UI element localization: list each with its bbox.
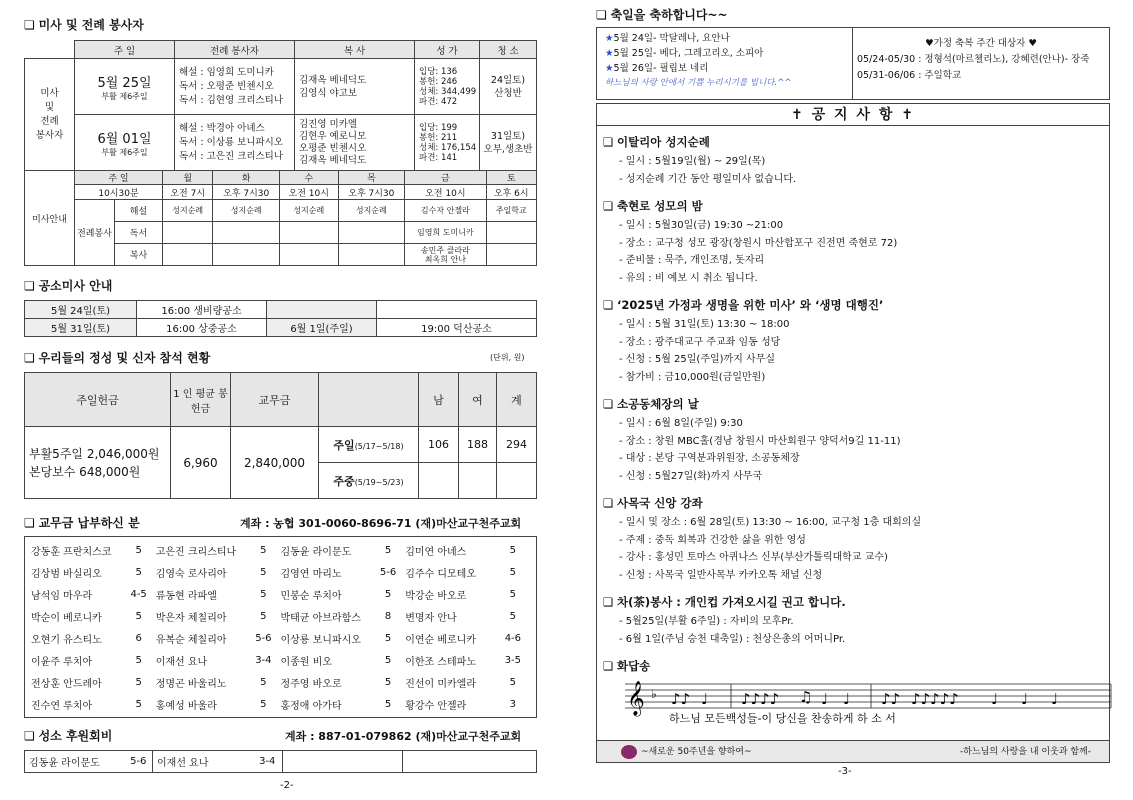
offer-unit: (단위, 원): [490, 353, 525, 362]
mass-table: [24, 40, 537, 266]
liturgy-cell: 해설 : 박경아 아녜스 독서 : 이상룡 보니파시오 독서 : 고은진 크리스티나: [175, 115, 295, 171]
svg-text:♭: ♭: [651, 687, 657, 701]
notice-line: - 일시 : 5월19일(월) ~ 29일(목): [619, 156, 766, 167]
tithe-months: 5: [509, 676, 517, 688]
svg-text:♫: ♫: [799, 688, 813, 706]
celebrate-title: ❏ 축일을 축하합니다~~: [596, 6, 728, 23]
tithe-months: 5-6: [255, 632, 272, 644]
tithe-name: 전상훈 안드레아: [31, 678, 102, 690]
notice-heading: ❏ 사목국 신앙 강좌: [603, 495, 1103, 511]
time-cell: 오후 6시: [486, 185, 536, 200]
notice-line: - 일시 : 6월 8일(주일) 9:30: [619, 418, 743, 429]
svg-text:♪♪♪♪♪: ♪♪♪♪♪: [911, 690, 959, 708]
song-section: [597, 658, 1109, 724]
tithe-name: 이연순 베로니카: [405, 634, 477, 646]
tithe-months: 3-5: [504, 654, 522, 666]
notice-line: - 신청 : 사목국 일반사목부 카카오톡 채널 신청: [619, 569, 823, 581]
tithe-name: 이재선 요나: [155, 656, 208, 668]
notice-footer: [597, 740, 1109, 762]
date-cell: 6월 01일 부활 제6주일: [75, 115, 175, 171]
blessing-motto: 하느님의 사랑 안에서 기쁨 누리시기를 빕니다.^^: [605, 78, 792, 88]
tithe-name: 유복순 체칠리아: [155, 634, 227, 646]
tithe-months: 4-5: [130, 588, 147, 600]
page-number-right: -3-: [838, 766, 852, 777]
tithe-months: 5: [135, 676, 142, 688]
tithe-months: 6: [135, 632, 142, 644]
offering-detail: 부활5주일 2,046,000원 본당보수 648,000원: [25, 427, 171, 499]
footer-right: -하느님의 사랑을 내 이웃과 함께-: [960, 747, 1091, 757]
public-place: 16:00 상중공소: [137, 319, 267, 337]
tithe-months: 3-4: [255, 654, 272, 666]
notice-box: [596, 103, 1110, 763]
notice-line: - 유의 : 비 예보 시 취소 됩니다.: [619, 272, 758, 284]
public-place: 16:00 생비량공소: [137, 301, 267, 319]
tithe-name: 김동윤 라이문도: [280, 546, 352, 558]
lit-label: 전례봉사: [75, 200, 115, 266]
clean-cell: 24일토) 산청반: [480, 59, 537, 115]
tithe-name: 이한조 스테파노: [405, 656, 477, 668]
time-cell: 10시30분: [75, 185, 163, 200]
h-average: 1 인 평균 봉헌금: [171, 373, 231, 427]
donor-name: 김동윤 라이문도: [25, 751, 125, 773]
notice-heading: ❏ 소공동체장의 날: [603, 396, 1103, 412]
svg-text:♪♪♪♪: ♪♪♪♪: [741, 690, 780, 708]
day-header: 토: [486, 171, 536, 185]
time-cell: 오전 10시: [280, 185, 339, 200]
public-date: 6월 1일(주일): [267, 319, 377, 337]
notice-line: - 장소 : 창원 MBC홀(경남 창원시 마산회원구 양덕서9길 11-11): [619, 435, 901, 447]
public-title: ❏ 공소미사 안내: [24, 277, 112, 294]
page-number-left: -2-: [280, 780, 294, 791]
notice-heading: ❏ 이탈리아 성지순례: [603, 134, 1103, 150]
total-count: 294: [497, 427, 537, 463]
tithe-name: 김상범 바실리오: [31, 568, 102, 580]
svg-text:♪♪: ♪♪: [671, 690, 691, 708]
tithe-months: 5: [384, 654, 392, 666]
notice-item: [603, 134, 1103, 188]
svg-text:♪♪: ♪♪: [881, 690, 901, 708]
svg-text:♩: ♩: [1021, 690, 1029, 708]
commentary-cell: 성지순례: [280, 200, 339, 222]
clean-cell: 31일토) 오부,생초반: [480, 115, 537, 171]
donor-table: [24, 750, 537, 773]
svg-text:♩: ♩: [1051, 690, 1059, 708]
commentary-cell: 주일학교: [486, 200, 536, 222]
tithe-name: 김영연 마리노: [280, 568, 342, 580]
weekday-label: 주중(5/19~5/23): [319, 463, 419, 499]
notice-line: - 장소 : 교구청 성모 광장(창원시 마산합포구 진전면 죽현로 72): [619, 237, 898, 249]
col-server: 복 사: [295, 41, 415, 59]
tithe-months: 5: [260, 676, 267, 688]
notice-item: [603, 495, 1103, 584]
feast-item: ★5월 25일- 베다, 그레고리오, 소피아: [605, 48, 764, 59]
liturgy-cell: 해설 : 임영희 도미니카 독서 : 오평준 빈첸시오 독서 : 김현영 크리스티나: [175, 59, 295, 115]
tithe-value: 2,840,000: [231, 427, 319, 499]
celebrate-box: [596, 27, 1110, 100]
day-header: 수: [280, 171, 339, 185]
svg-text:♩: ♩: [701, 690, 709, 708]
tithe-months: 5: [509, 610, 517, 622]
notice-line: - 장소 : 광주대교구 주교좌 임동 성당: [619, 336, 781, 348]
offer-table: [24, 372, 537, 499]
tithe-name: 이윤주 루치아: [31, 656, 93, 668]
tithe-name: 박태균 아브라함스: [280, 612, 361, 624]
time-cell: 오전 10시: [405, 185, 486, 200]
day-header: 월: [163, 171, 213, 185]
female-count: 188: [459, 427, 497, 463]
svg-text:♩: ♩: [843, 690, 851, 708]
tithe-name: 박순이 베로니카: [31, 612, 102, 624]
h-offering: 주일헌금: [25, 373, 171, 427]
commentary-cell: 성지순례: [338, 200, 405, 222]
reading-fri: 임영희 도미니카: [405, 222, 486, 244]
tithe-name: 박강순 바오로: [405, 590, 467, 602]
notice-line: - 준비물 : 묵주, 개인조명, 돗자리: [619, 255, 765, 266]
tithe-name: 이상룡 보니파시오: [280, 634, 361, 646]
col-liturgy: 전례 봉사자: [175, 41, 295, 59]
notice-heading: ❏ 축현로 성모의 밤: [603, 198, 1103, 214]
tithe-months: 5: [509, 588, 517, 600]
tithe-months: 5: [509, 566, 517, 578]
notice-item: [603, 297, 1103, 386]
notice-item: [603, 594, 1103, 648]
footer-left: ~새로운 50주년을 향하여~: [641, 747, 752, 757]
col-clean: 청 소: [480, 41, 537, 59]
notice-line: - 신청 : 5월27일(화)까지 사무국: [619, 470, 763, 482]
server-cell: 김진영 미카엘 김현우 예로니모 오평준 빈첸시오 김재옥 베네딕도: [295, 115, 415, 171]
h-total: 계: [497, 373, 537, 427]
feast-list: [597, 28, 853, 99]
tithe-name: 남석임 마우라: [31, 590, 93, 602]
choir-cell: 입당: 136 봉헌: 246 성체: 344,499 파견: 472: [415, 59, 480, 115]
col-date: 주 일: [75, 41, 175, 59]
notice-line: - 성지순례 기간 동안 평일미사 없습니다.: [619, 173, 797, 185]
guide-label: 미사안내: [25, 171, 75, 266]
feast-item: ★5월 24일- 막달레나, 요안나: [605, 33, 730, 44]
tithe-name: 오현기 유스티노: [31, 634, 102, 646]
donor-name: 이재선 요나: [153, 751, 253, 773]
public-date: 5월 31일(토): [25, 319, 137, 337]
notice-heading: ❏ 차(茶)봉사 : 개인컵 가져오시길 권고 합니다.: [603, 594, 1103, 610]
tithe-months: 3: [509, 698, 517, 710]
notice-title: ✝ 공 지 사 항 ✝: [597, 104, 1109, 126]
notice-list: [597, 126, 1109, 648]
tithe-months: 5-6: [379, 566, 397, 578]
donor-account: 계좌 : 887-01-079862 (재)마산교구천주교회: [285, 730, 522, 743]
tithe-months: 5: [384, 544, 392, 556]
choir-cell: 입당: 199 봉헌: 211 성체: 176,154 파견: 141: [415, 115, 480, 171]
tithe-months: 5: [384, 588, 392, 600]
notice-item: [603, 396, 1103, 485]
time-cell: 오전 7시: [163, 185, 213, 200]
family-title: ♥가정 축복 주간 대상자 ♥: [925, 38, 1037, 49]
notice-line: - 강사 : 홍성민 토마스 아퀴나스 신부(부산가톨릭대학교 교수): [619, 552, 888, 563]
notice-line: - 신청 : 5월 25일(주일)까지 사무실: [619, 354, 776, 365]
tithe-name: 진선이 미카엘라: [405, 678, 477, 690]
time-cell: 오후 7시30: [338, 185, 405, 200]
mass-side-label: 미사 및 전례 봉사자: [25, 59, 75, 171]
sunday-label: 주일(5/17~5/18): [319, 427, 419, 463]
donor-months: 5-6: [125, 751, 153, 773]
star-icon: ★: [605, 63, 614, 74]
public-place: 19:00 덕산공소: [377, 319, 537, 337]
feast-item: ★5월 26일- 필립보 네리: [605, 63, 709, 74]
tithe-name: 류동현 라파엘: [155, 590, 217, 602]
date-cell: 5월 25일 부활 제6주일: [75, 59, 175, 115]
star-icon: ★: [605, 48, 614, 59]
family-item: 05/31-06/06 : 주일학교: [857, 70, 962, 81]
tithe-name: 변명자 안나: [405, 612, 457, 624]
tithe-title: ❏ 교무금 납부하신 분: [24, 514, 140, 531]
day-header: 금: [405, 171, 486, 185]
tithe-months: 5: [384, 632, 392, 644]
mass-title: ❏ 미사 및 전례 봉사자: [24, 16, 144, 33]
family-week: [853, 28, 1109, 99]
role-label: 독서: [115, 222, 163, 244]
tithe-months: 5: [260, 566, 267, 578]
notice-heading: ❏ ‘2025년 가정과 생명을 위한 미사’ 와 ‘생명 대행진’: [603, 297, 1103, 313]
tithe-months: 5: [509, 544, 517, 556]
song-lyrics: 하느님 모든백성들-이 당신을 찬송하게 하 소 서: [669, 712, 896, 724]
commentary-cell: 성지순례: [213, 200, 280, 222]
tithe-name: 홍예성 바울라: [155, 700, 217, 712]
notice-line: - 6월 1일(주님 승천 대축일) : 천상은총의 어머니Pr.: [619, 633, 846, 645]
tithe-name: 홍정애 아가타: [280, 700, 342, 712]
tithe-name: 진수연 루치아: [31, 700, 93, 712]
tithe-name: 고은진 크리스티나: [155, 546, 237, 558]
music-score: [621, 674, 1121, 724]
svg-text:𝄞: 𝄞: [627, 681, 645, 716]
public-table: [24, 300, 537, 337]
tithe-name: 강동훈 프란치스코: [31, 546, 112, 558]
donor-title: ❏ 성소 후원회비: [24, 727, 112, 744]
tithe-months: 8: [384, 610, 392, 622]
tithe-months: 5: [384, 698, 392, 710]
tithe-name: 박은자 체칠리아: [155, 612, 227, 624]
family-item: 05/24-05/30 : 정형석(마르첼리노), 강혜련(안나)- 장죽: [857, 54, 1090, 65]
day-header: 화: [213, 171, 280, 185]
tithe-months: 5: [384, 676, 392, 688]
notice-line: - 일시 : 5월 31일(토) 13:30 ~ 18:00: [619, 319, 790, 330]
tithe-name: 정명곤 바울리노: [155, 678, 227, 690]
server-cell: 김재옥 베네딕도 김영식 야고보: [295, 59, 415, 115]
tithe-name: 김영숙 로사리아: [155, 568, 227, 580]
role-label: 복사: [115, 244, 163, 266]
tithe-name: 황강수 안젤라: [405, 700, 467, 712]
tithe-months: 5: [260, 610, 267, 622]
h-male: 남: [419, 373, 459, 427]
h-tithe: 교무금: [231, 373, 319, 427]
tithe-months: 5: [260, 588, 267, 600]
notice-line: - 5월25일(부활 6주일) : 자비의 모후Pr.: [619, 616, 794, 627]
donor-months: 3-4: [253, 751, 283, 773]
anniversary-logo-icon: [621, 745, 637, 759]
tithe-months: 5: [135, 566, 142, 578]
day-header: 주 일: [75, 171, 163, 185]
tithe-months: 5: [135, 698, 142, 710]
svg-text:♩: ♩: [821, 690, 829, 708]
tithe-months: 5: [135, 544, 142, 556]
male-count: 106: [419, 427, 459, 463]
star-icon: ★: [605, 33, 614, 44]
song-title: ❏ 화답송: [603, 658, 1103, 674]
average-value: 6,960: [171, 427, 231, 499]
notice-line: - 참가비 : 금10,000원(금일만원): [619, 371, 766, 383]
tithe-name: 김주수 디모테오: [405, 568, 477, 580]
role-label: 해설: [115, 200, 163, 222]
notice-item: [603, 198, 1103, 287]
tithe-account: 계좌 : 농협 301-0060-8696-71 (재)마산교구천주교회: [240, 517, 522, 530]
tithe-months: 5: [135, 610, 142, 622]
tithe-list: [24, 536, 537, 718]
public-date: 5월 24일(토): [25, 301, 137, 319]
tithe-months: 5: [135, 654, 142, 666]
day-header: 목: [338, 171, 405, 185]
notice-line: - 대상 : 본당 구역분과위원장, 소공동체장: [619, 453, 800, 464]
offer-title: ❏ 우리들의 정성 및 신자 참석 현황: [24, 349, 210, 366]
tithe-months: 5: [260, 698, 267, 710]
tithe-name: 정주영 바오로: [280, 678, 342, 690]
tithe-name: 김미연 아녜스: [405, 546, 467, 558]
h-female: 여: [459, 373, 497, 427]
server-fri: 송민주 클라라 최옥희 안나: [405, 244, 486, 266]
tithe-name: 이종원 비오: [280, 656, 332, 668]
commentary-cell: 성지순례: [163, 200, 213, 222]
tithe-name: 민봉순 루치아: [280, 590, 342, 602]
svg-text:♩: ♩: [991, 690, 999, 708]
col-choir: 성 가: [415, 41, 480, 59]
tithe-months: 4-6: [504, 632, 522, 644]
notice-line: - 일시 : 5월30일(금) 19:30 ~21:00: [619, 220, 784, 231]
commentary-cell: 김수자 안젤라: [405, 200, 486, 222]
tithe-months: 5: [260, 544, 267, 556]
notice-line: - 일시 및 장소 : 6월 28일(토) 13:30 ~ 16:00, 교구청 1층 대회의실: [619, 517, 922, 528]
notice-line: - 주제 : 중독 회복과 건강한 삶을 위한 영성: [619, 534, 806, 546]
time-cell: 오후 7시30: [213, 185, 280, 200]
